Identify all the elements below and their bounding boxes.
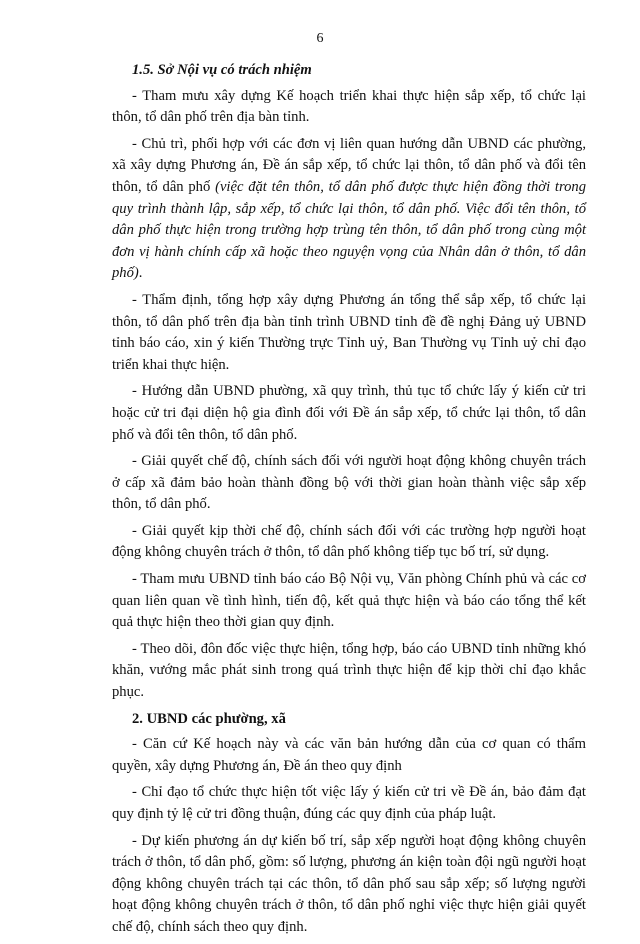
paragraph: - Chỉ đạo tổ chức thực hiện tốt việc lấy ý kiến cử tri về Đề án, bảo đảm đạt quy định tỷ lệ cử tri đồng thuận, đúng các quy định của pháp luật. [112, 784, 586, 822]
paragraph: - Theo dõi, đôn đốc việc thực hiện, tổng hợp, báo cáo UBND tỉnh những khó khăn, vướng mắc phát sinh trong quá trình thực hiện để kịp thời chỉ đạo khắc phục. [112, 640, 586, 701]
paragraph: - Căn cứ Kế hoạch này và các văn bản hướng dẫn của cơ quan có thẩm quyền, xây dựng Phương án, Đề án theo quy định [112, 736, 586, 774]
document-body [112, 60, 586, 944]
paragraph: - Tham mưu xây dựng Kế hoạch triển khai thực hiện sắp xếp, tổ chức lại thôn, tổ dân phố trên địa bàn tỉnh. [112, 87, 586, 126]
italic-note: (việc đặt tên thôn, tổ dân phố được thực hiện đồng thời trong quy trình thành lập, sắp xếp, tổ chức lại thôn, tổ dân phố. Việc đổi tên thôn, tổ dân phố thực hiện trong trường hợp trùng tên thôn, tổ dân phố trong cùng một đơn vị hành chính cấp xã hoặc theo nguyện vọng của Nhân dân ở thôn, tổ dân phố) [112, 178, 586, 282]
paragraph-text: - Chủ trì, phối hợp với các đơn vị liên quan hướng dẫn UBND các phường, xã xây dựng Phương án, Đề án sắp xếp, tổ chức lại thôn, tổ dân phố và đổi tên thôn, tổ dân phố [112, 135, 586, 195]
page-number: 6 [316, 31, 324, 46]
paragraph-end: . [138, 265, 143, 282]
paragraph: - Dự kiến phương án dự kiến bố trí, sắp xếp người hoạt động không chuyên trách ở thôn, tổ dân phố, gồm: số lượng, phương án kiện toàn đội ngũ người hoạt động không chuyên trách tại các thôn, tổ dân phố sau sắp xếp; số lượng người hoạt động không chuyên trách ở thôn, tổ dân phố nghỉ việc thực hiện giải quyết chế độ, chính sách theo quy định. [112, 832, 586, 935]
paragraph: - Thẩm định, tổng hợp xây dựng Phương án tổng thể sắp xếp, tổ chức lại thôn, tổ dân phố trên địa bàn tỉnh trình UBND tỉnh đề đề nghị Đảng uỷ UBND tỉnh báo cáo, xin ý kiến Thường trực Tỉnh uỷ, Ban Thường vụ Tỉnh uỷ chỉ đạo triển khai thực hiện. [112, 291, 586, 373]
paragraph: - Hướng dẫn UBND phường, xã quy trình, thủ tục tổ chức lấy ý kiến cử tri hoặc cử tri đại diện hộ gia đình đối với Đề án sắp xếp, tổ chức lại thôn, tổ dân phố và đổi tên thôn, tổ dân phố. [112, 383, 586, 443]
paragraph: - Giải quyết kịp thời chế độ, chính sách đối với các trường hợp người hoạt động không chuyên trách ở thôn, tổ dân phố không tiếp tục bố trí, sử dụng. [112, 522, 586, 561]
section-heading-2: 2. UBND các phường, xã [132, 710, 286, 727]
paragraph-with-note [112, 134, 586, 285]
section-heading-1-5: 1.5. Sở Nội vụ có trách nhiệm [132, 62, 312, 78]
paragraph: - Giải quyết chế độ, chính sách đối với người hoạt động không chuyên trách ở cấp xã đảm bảo hoàn thành đồng bộ với thời gian hoàn thành việc sắp xếp thôn, tổ dân phố. [112, 453, 586, 513]
paragraph: - Tham mưu UBND tỉnh báo cáo Bộ Nội vụ, Văn phòng Chính phủ và các cơ quan liên quan về tình hình, tiến độ, kết quả thực hiện và báo cáo tổng thể kết quả thực hiện theo thời gian quy định. [112, 571, 586, 631]
